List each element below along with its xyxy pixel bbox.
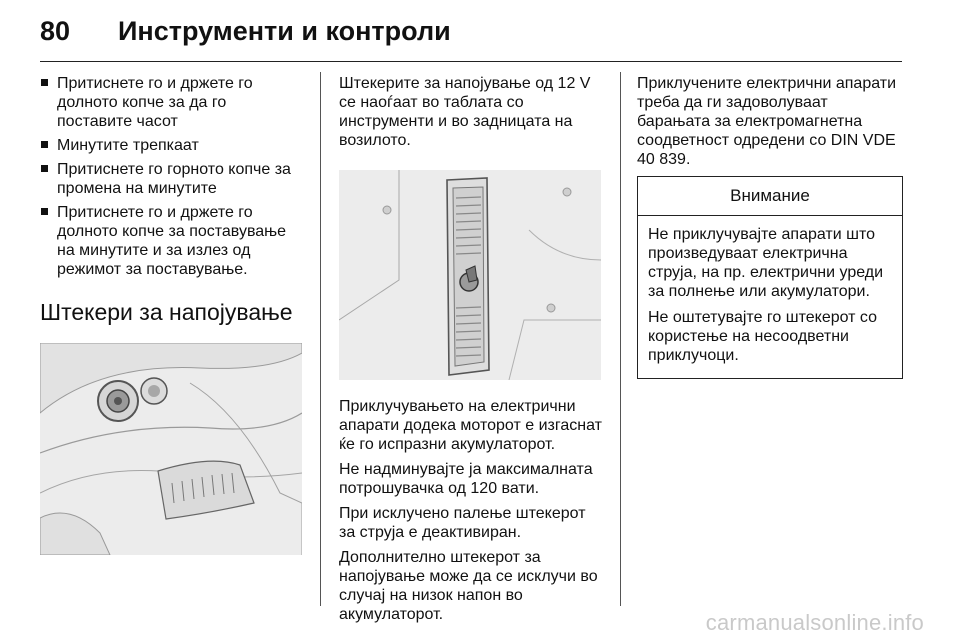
warning-box (637, 176, 903, 379)
watermark: carmanualsonline.info (705, 610, 924, 635)
bullet-icon (41, 141, 48, 148)
list-item: Притиснете го и држете го долното копче за поставување на минутите и за излез од режимот за поставување. (40, 203, 302, 279)
column-divider-1 (320, 72, 321, 606)
paragraph: Дополнително штекерот за напојување може да се исклучи во случај на низок напон во акумулаторот. (339, 549, 598, 623)
paragraph: Не надминувајте ја максималната потрошувачка од 120 вати. (339, 461, 593, 497)
page-title: Инструменти и контроли (118, 16, 451, 46)
bullet-icon (41, 208, 48, 215)
paragraph: Приклучувањето на електрични апарати додека моторот е изгаснат ќе го испразни акумулаторот. (339, 398, 602, 453)
dashboard-socket-illustration (40, 343, 302, 555)
warning-title: Внимание (638, 177, 902, 216)
bullet-icon (41, 79, 48, 86)
column-1 (40, 74, 302, 555)
column-2 (339, 74, 603, 630)
bullet-icon (41, 165, 48, 172)
warning-paragraph: Не приклучувајте апарати што произведуваат електрична струја, на пр. електрични уреди за полнење или акумулатори. (648, 226, 884, 300)
header-divider (40, 61, 902, 62)
section-heading: Штекери за напојување (40, 299, 293, 325)
column-3 (637, 74, 903, 379)
rear-socket-illustration (339, 170, 601, 380)
column-divider-2 (620, 72, 621, 606)
page-header (40, 8, 902, 60)
rear-power-socket-image (339, 170, 601, 380)
list-item: Притиснете го горното копче за промена на минутите (40, 160, 302, 198)
intro-paragraph: Приклучените електрични апарати треба да ги задоволуваат барањата за електромагнетна соодветност одредени со DIN VDE 40 839. (637, 75, 897, 168)
power-socket-image (40, 343, 302, 555)
bullet-list (40, 74, 302, 279)
list-item: Минутите трепкаат (40, 136, 302, 155)
paragraph: При исклучено палење штекерот за струја е деактивиран. (339, 505, 586, 541)
page-number: 80 (40, 16, 71, 46)
warning-paragraph: Не оштетувајте го штекерот со користење на несоодветни приклучоци. (648, 309, 878, 364)
list-item: Притиснете го и држете го долното копче за да го поставите часот (40, 74, 302, 131)
warning-body (638, 216, 902, 378)
intro-paragraph: Штекерите за напојување од 12 V се наоѓаат во таблата со инструменти и во задницата на возилото. (339, 75, 591, 149)
